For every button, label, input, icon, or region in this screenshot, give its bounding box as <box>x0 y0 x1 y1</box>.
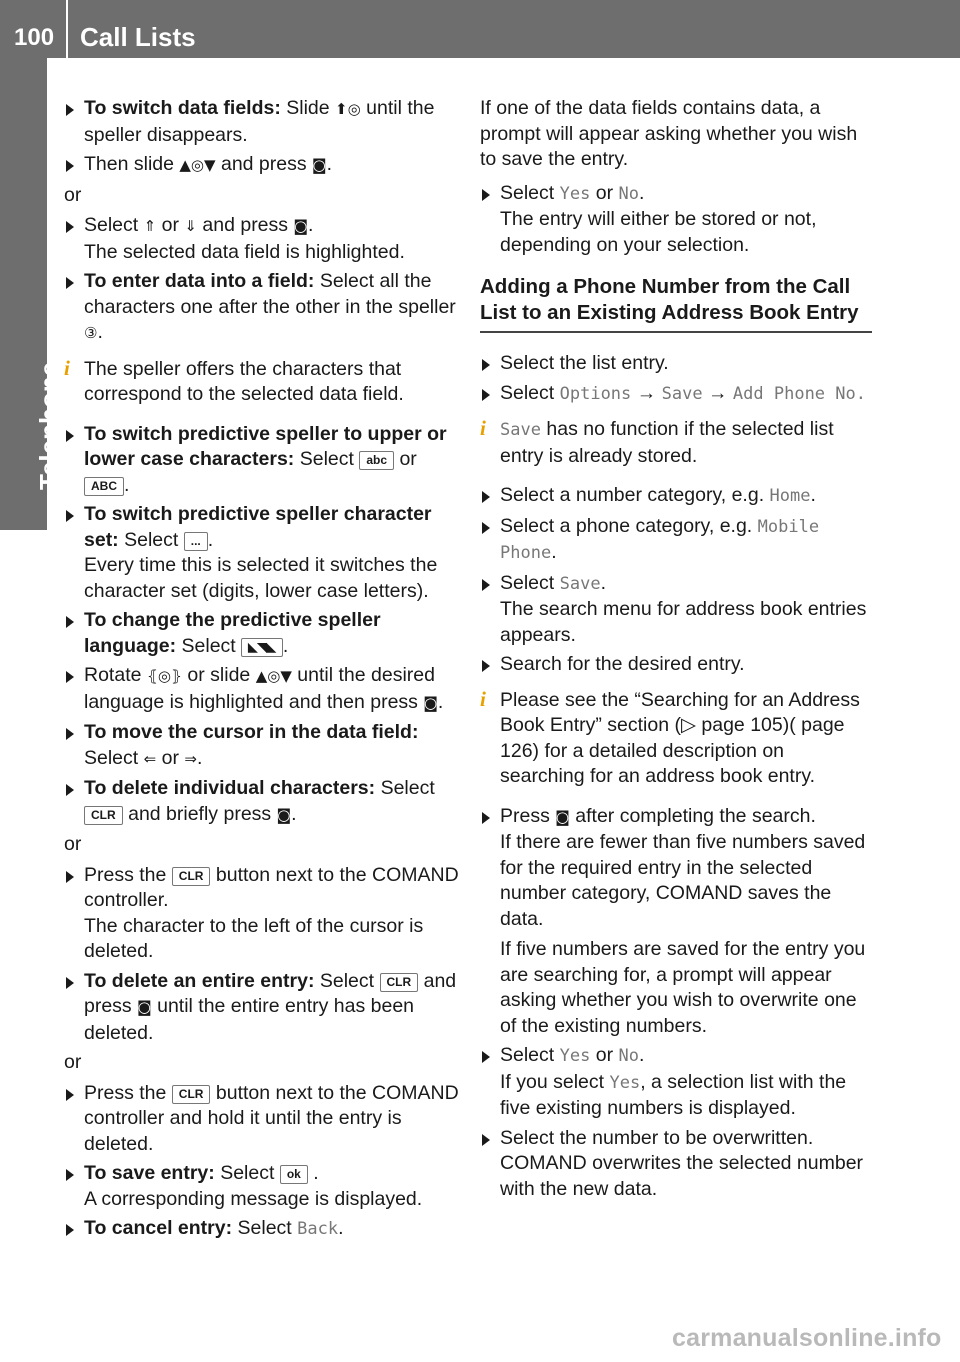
right-column <box>480 96 872 1206</box>
step-enter-data: To enter data into a field: Select all the characters one after the other in the speller ③. <box>64 269 460 347</box>
watermark: carmanualsonline.info <box>672 1324 942 1352</box>
step-delete-chars: To delete individual characters: Select CLR and briefly press ◙. <box>64 776 460 828</box>
step-select-save: Select Save. The search menu for address book entries appears. <box>480 571 872 649</box>
up-key-icon: ⇑ <box>143 217 157 235</box>
header-divider <box>66 0 68 58</box>
slide-updown-icon: ⬆◎ <box>335 100 361 118</box>
step-press-clr: Press the CLR button next to the COMAND controller. The character to the left of the cursor is deleted. <box>64 863 460 965</box>
page-number: 100 <box>14 24 55 51</box>
left-column <box>64 96 460 1247</box>
step-press-after-search: Press ◙ after completing the search. If there are fewer than five numbers saved for the required entry in the selected number category, COMAND saves the data. If five numbers are saved for the entry you are searching for, a prompt will appear asking whether you wish to overwrite one of the existing numbers. <box>480 804 872 1040</box>
step-select-yes-no-overwrite: Select Yes or No. If you select Yes, a selection list with the five existing numbers is displayed. <box>480 1043 872 1122</box>
step-character-set: To switch predictive speller character set: Select ... . Every time this is selected it switches the character set (digits, lower case letters). <box>64 502 460 604</box>
rotate-icon: ⦃◎⦄ <box>146 667 182 685</box>
step-select-updown: Select ⇑ or ⇓ and press ◙. The selected data field is highlighted. <box>64 213 460 265</box>
step-cancel-entry: To cancel entry: Select Back. <box>64 1216 460 1243</box>
ok-key: ok <box>280 1165 308 1184</box>
note-speller: i The speller offers the characters that correspond to the selected data field. <box>64 355 404 405</box>
ABC-key: ABC <box>84 477 124 496</box>
overwrite-prompt-text: If five numbers are saved for the entry you are searching for, a prompt will appear asking whether you wish to overwrite one of the existing numbers. <box>500 938 866 1037</box>
down-key-icon: ⇓ <box>184 217 197 235</box>
step-move-cursor: To move the cursor in the data field: Select ⇐ or ⇒. <box>64 720 460 772</box>
press-icon: ◙ <box>312 156 327 174</box>
language-key: ◣◥◣ <box>241 638 283 657</box>
note-searching: i Please see the “Searching for an Address Book Entry” section (▷ page 105)( page 126) for a detailed description on searching for an address book entry. <box>480 686 860 787</box>
step-search-entry: Search for the desired entry. <box>480 652 872 678</box>
press-icon: ◙ <box>423 693 438 712</box>
step-select-yes-no: Select Yes or No. The entry will either be stored or not, depending on your selection. <box>480 181 872 259</box>
section-title: Call Lists <box>80 22 196 52</box>
callout-3-icon: ③ <box>84 324 98 342</box>
slide-icon: ▲◎▼ <box>179 156 216 174</box>
info-icon: i <box>64 355 70 380</box>
right-arrow-icon: ⇒ <box>184 749 197 768</box>
step-select-number: Select the number to be overwritten. COMAND overwrites the selected number with the new data. <box>480 1126 872 1203</box>
step-phone-category: Select a phone category, e.g. Mobile Phone. <box>480 514 872 567</box>
clr-key: CLR <box>380 973 419 992</box>
step-switch-fields: To switch data fields: Slide ⬆◎ until the speller disappears. <box>64 96 460 148</box>
step-number-category: Select a number category, e.g. Home. <box>480 483 872 510</box>
step-options-save: Select Options → Save → Add Phone No. <box>480 381 872 408</box>
press-icon: ◙ <box>137 998 152 1016</box>
section-heading: Adding a Phone Number from the Call List to an Existing Address Book Entry <box>480 274 872 333</box>
page-header <box>0 0 960 58</box>
info-icon: i <box>480 686 486 711</box>
clr-key: CLR <box>172 1085 211 1104</box>
step-slide-press: Then slide ▲◎▼ and press ◙. <box>64 152 460 179</box>
info-icon: i <box>480 416 486 440</box>
or-text: or <box>64 183 82 206</box>
charset-key: ... <box>184 532 208 551</box>
clr-key: CLR <box>172 867 211 886</box>
press-icon: ◙ <box>276 805 292 824</box>
or-text: or <box>64 833 82 855</box>
step-save-entry: To save entry: Select ok . A corresponding message is displayed. <box>64 1161 460 1212</box>
or-text: or <box>64 1051 82 1073</box>
press-icon: ◙ <box>555 807 570 826</box>
abc-key: abc <box>359 451 394 470</box>
save-prompt-text: If one of the data fields contains data, a prompt will appear asking whether you wish to save the entry. <box>480 97 858 170</box>
step-delete-entry: To delete an entire entry: Select CLR and press ◙ until the entire entry has been deleted. <box>64 969 460 1047</box>
side-tab-upper <box>0 58 47 294</box>
step-language: To change the predictive speller language: Select ◣◥◣ . <box>64 608 460 659</box>
step-case-switch: To switch predictive speller to upper or lower case characters: Select abc or ABC . <box>64 422 460 499</box>
left-arrow-icon: ⇐ <box>143 749 157 768</box>
step-select-list-entry: Select the list entry. <box>480 351 872 377</box>
slide-icon: ▲◎▼ <box>255 667 292 685</box>
note-save-function: i Save has no function if the selected list entry is already stored. <box>480 416 834 467</box>
step-rotate: Rotate ⦃◎⦄ or slide ▲◎▼ until the desired language is highlighted and then press ◙. <box>64 663 460 716</box>
step-hold-clr: Press the CLR button next to the COMAND controller and hold it until the entry is deleted. <box>64 1081 460 1158</box>
clr-key: CLR <box>84 806 123 825</box>
press-icon: ◙ <box>293 217 309 235</box>
side-tab-label: Telephone <box>34 361 64 490</box>
